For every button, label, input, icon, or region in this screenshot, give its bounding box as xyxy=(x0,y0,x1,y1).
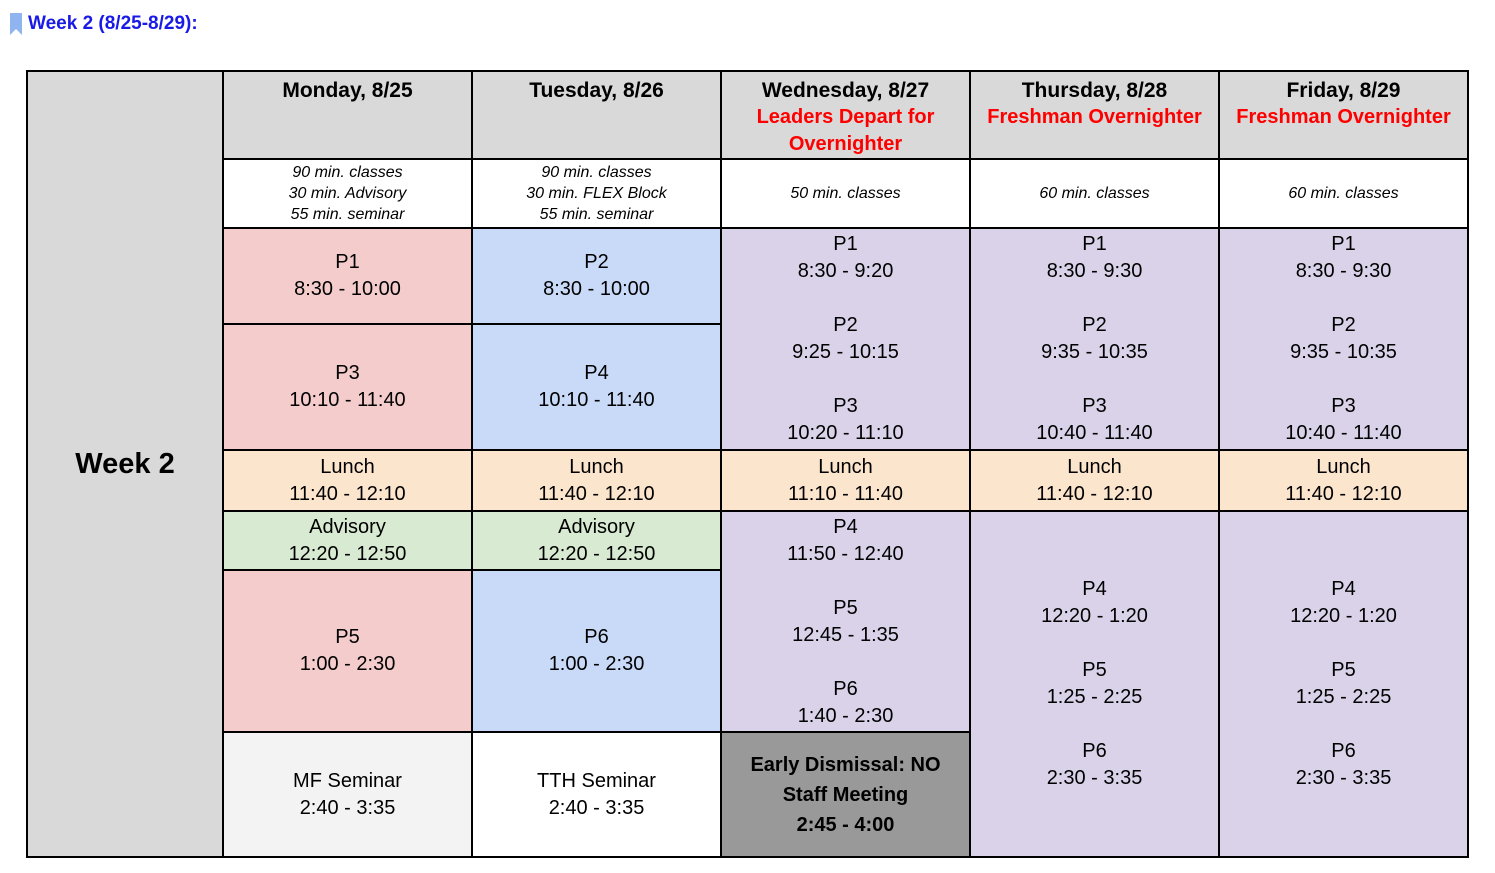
period-time: 10:10 - 11:40 xyxy=(538,389,655,411)
period-time: 10:40 - 11:40 xyxy=(1285,422,1402,444)
day-format-monday xyxy=(223,159,472,228)
format-line: 30 min. Advisory xyxy=(288,185,407,202)
period-time: 1:00 - 2:30 xyxy=(548,653,645,675)
period-time: 8:30 - 10:00 xyxy=(294,278,401,300)
period-time: 11:40 - 12:10 xyxy=(538,482,655,505)
period-time: 1:00 - 2:30 xyxy=(299,653,396,675)
period-time: 8:30 - 9:30 xyxy=(1295,260,1392,282)
bookmark-icon[interactable] xyxy=(10,13,22,35)
schedule-table xyxy=(26,70,1469,858)
period-name: P1 xyxy=(833,233,858,255)
advisory-block xyxy=(223,511,472,570)
period-name: P6 xyxy=(1331,740,1356,762)
seminar-block xyxy=(223,732,472,857)
period-name: Lunch xyxy=(1316,455,1371,478)
day-header-wednesday xyxy=(721,71,970,159)
format-line: 55 min. seminar xyxy=(539,206,654,223)
period-name: TTH Seminar xyxy=(537,769,656,792)
week-heading-text[interactable]: Week 2 (8/25-8/29): xyxy=(28,13,198,34)
period-block xyxy=(472,228,721,324)
period-name: P6 xyxy=(1082,740,1107,762)
period-time: 1:40 - 2:30 xyxy=(797,704,894,727)
day-event: Leaders Depart for Overnighter xyxy=(756,106,935,155)
period-time: 10:40 - 11:40 xyxy=(1036,422,1153,444)
advisory-block xyxy=(472,511,721,570)
period-time: 9:35 - 10:35 xyxy=(1290,341,1397,363)
period-name: P2 xyxy=(1082,314,1107,336)
lunch-block xyxy=(1219,450,1468,511)
period-time: 2:40 - 3:35 xyxy=(548,796,645,819)
period-time: 1:25 - 2:25 xyxy=(1295,686,1392,708)
format-line: 55 min. seminar xyxy=(290,206,405,223)
period-name: Advisory xyxy=(309,515,386,538)
period-block xyxy=(223,324,472,450)
period-time: 2:30 - 3:35 xyxy=(1046,767,1143,789)
period-time: 12:20 - 12:50 xyxy=(537,542,656,565)
morning-block-wednesday xyxy=(721,228,970,450)
dismissal-line: 2:45 - 4:00 xyxy=(796,813,895,836)
afternoon-block-thursday xyxy=(970,511,1219,857)
lunch-block xyxy=(472,450,721,511)
day-header-thursday xyxy=(970,71,1219,159)
period-name: P5 xyxy=(335,626,360,648)
period-name: P5 xyxy=(1082,659,1107,681)
morning-block-friday xyxy=(1219,228,1468,450)
period-name: P3 xyxy=(1082,395,1107,417)
day-format-wednesday xyxy=(721,159,970,228)
format-line: 30 min. FLEX Block xyxy=(526,185,667,202)
period-time: 12:20 - 12:50 xyxy=(288,542,407,565)
period-name: P5 xyxy=(833,596,858,619)
period-time: 9:35 - 10:35 xyxy=(1041,341,1148,363)
period-time: 12:20 - 1:20 xyxy=(1290,605,1397,627)
period-block xyxy=(223,228,472,324)
lunch-block xyxy=(223,450,472,511)
period-name: Lunch xyxy=(1067,455,1122,478)
format-line: 50 min. classes xyxy=(790,185,901,202)
day-format-thursday xyxy=(970,159,1219,228)
period-time: 11:40 - 12:10 xyxy=(1036,482,1153,505)
period-name: Lunch xyxy=(818,455,873,478)
early-dismissal-block xyxy=(721,732,970,857)
afternoon-block-wednesday xyxy=(721,511,970,732)
dismissal-line: Early Dismissal: NO xyxy=(750,753,941,776)
period-name: P4 xyxy=(584,362,609,384)
day-title: Friday, 8/29 xyxy=(1286,79,1401,102)
period-time: 10:20 - 11:10 xyxy=(787,422,904,444)
period-time: 8:30 - 9:20 xyxy=(797,260,894,282)
day-title: Thursday, 8/28 xyxy=(1021,79,1168,102)
format-line: 60 min. classes xyxy=(1039,185,1150,202)
week-label: Week 2 xyxy=(27,71,223,857)
period-time: 8:30 - 10:00 xyxy=(543,278,650,300)
period-name: P6 xyxy=(833,677,858,700)
period-name: P2 xyxy=(584,251,609,273)
morning-block-thursday xyxy=(970,228,1219,450)
lunch-block xyxy=(721,450,970,511)
week-heading xyxy=(10,12,198,36)
format-line: 90 min. classes xyxy=(292,164,403,181)
period-name: P3 xyxy=(335,362,360,384)
day-title: Monday, 8/25 xyxy=(282,79,413,102)
period-name: P1 xyxy=(335,251,360,273)
day-event: Freshman Overnighter xyxy=(1236,106,1451,128)
period-time: 11:40 - 12:10 xyxy=(1285,482,1402,505)
period-name: P2 xyxy=(1331,314,1356,336)
period-time: 11:50 - 12:40 xyxy=(787,542,904,565)
period-time: 12:45 - 1:35 xyxy=(792,623,899,646)
period-name: P2 xyxy=(833,314,858,336)
day-header-tuesday xyxy=(472,71,721,159)
lunch-block xyxy=(970,450,1219,511)
period-block xyxy=(223,570,472,732)
period-name: Advisory xyxy=(558,515,635,538)
period-time: 10:10 - 11:40 xyxy=(289,389,406,411)
period-name: P1 xyxy=(1331,233,1356,255)
day-header-monday xyxy=(223,71,472,159)
day-format-friday xyxy=(1219,159,1468,228)
period-name: Lunch xyxy=(569,455,624,478)
period-time: 9:25 - 10:15 xyxy=(792,341,899,363)
period-time: 1:25 - 2:25 xyxy=(1046,686,1143,708)
period-block xyxy=(472,324,721,450)
day-format-tuesday xyxy=(472,159,721,228)
day-event: Freshman Overnighter xyxy=(987,106,1202,128)
seminar-block xyxy=(472,732,721,857)
format-line: 60 min. classes xyxy=(1288,185,1399,202)
format-line: 90 min. classes xyxy=(541,164,652,181)
dismissal-line: Staff Meeting xyxy=(782,783,909,806)
period-time: 12:20 - 1:20 xyxy=(1041,605,1148,627)
period-name: P3 xyxy=(833,395,858,417)
day-title: Wednesday, 8/27 xyxy=(761,79,930,102)
period-name: P4 xyxy=(1331,578,1356,600)
period-name: MF Seminar xyxy=(293,769,402,792)
period-name: P4 xyxy=(1082,578,1107,600)
period-name: P5 xyxy=(1331,659,1356,681)
day-title: Tuesday, 8/26 xyxy=(529,79,664,102)
period-name: Lunch xyxy=(320,455,375,478)
period-name: P4 xyxy=(833,515,858,538)
period-time: 8:30 - 9:30 xyxy=(1046,260,1143,282)
day-header-friday xyxy=(1219,71,1468,159)
period-name: P6 xyxy=(584,626,609,648)
period-time: 11:10 - 11:40 xyxy=(788,482,903,505)
period-time: 11:40 - 12:10 xyxy=(289,482,406,505)
period-block xyxy=(472,570,721,732)
period-time: 2:40 - 3:35 xyxy=(299,796,396,819)
period-name: P3 xyxy=(1331,395,1356,417)
period-name: P1 xyxy=(1082,233,1107,255)
afternoon-block-friday xyxy=(1219,511,1468,857)
period-time: 2:30 - 3:35 xyxy=(1295,767,1392,789)
